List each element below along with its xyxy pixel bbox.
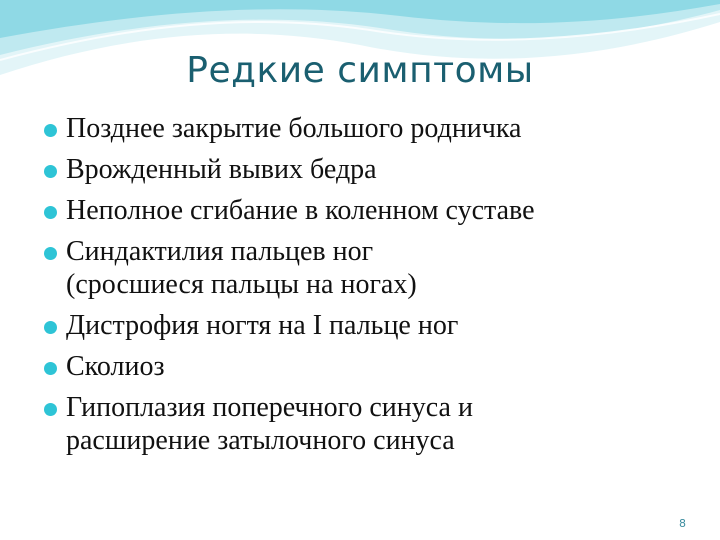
bullet-item [44,194,704,227]
bullet-item [44,309,704,342]
bullet-item [44,153,704,186]
bullet-text: Врожденный вывих бедра [66,154,377,185]
bullet-text: Позднее закрытие большого родничка [66,113,522,144]
bullet-list [44,112,704,465]
bullet-text: Гипоплазия поперечного синуса и [66,392,473,423]
bullet-dot-icon [44,206,57,219]
bullet-dot-icon [44,403,57,416]
bullet-item [44,112,704,145]
bullet-dot-icon [44,321,57,334]
page-number: 8 [679,517,686,530]
bullet-text: Дистрофия ногтя на I пальце ног [66,310,459,341]
bullet-text: Неполное сгибание в коленном суставе [66,195,535,226]
bullet-dot-icon [44,165,57,178]
bullet-item [44,350,704,383]
bullet-dot-icon [44,362,57,375]
bullet-dot-icon [44,124,57,137]
bullet-text: Синдактилия пальцев ног [66,236,374,267]
bullet-text: Сколиоз [66,351,165,382]
bullet-text-continuation: расширение затылочного синуса [66,425,455,456]
slide-title: Редкие симптомы [186,50,534,91]
bullet-text-continuation: (сросшиеся пальцы на ногах) [66,269,417,300]
bullet-dot-icon [44,247,57,260]
bullet-item [44,391,704,457]
bullet-item [44,235,704,301]
